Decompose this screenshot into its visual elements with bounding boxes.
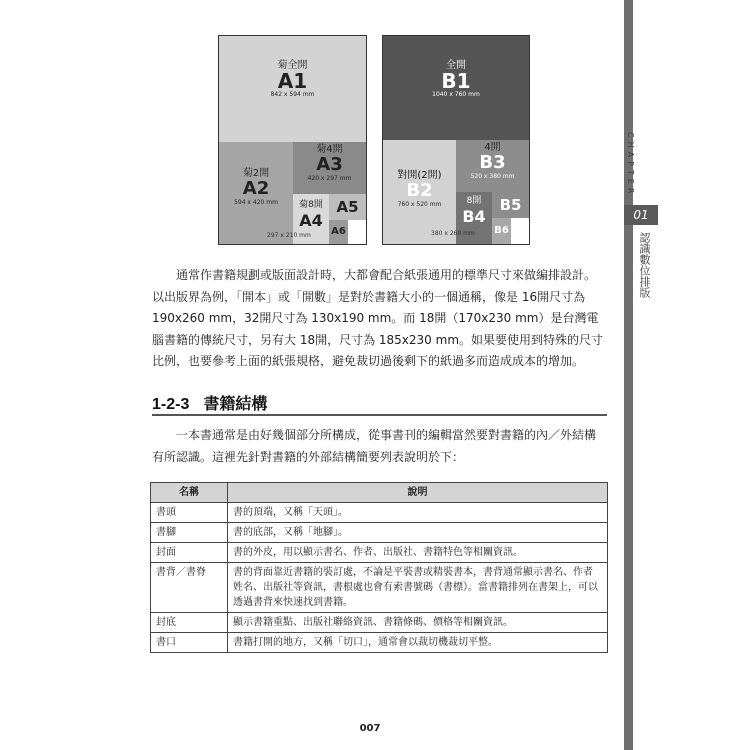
a3-code: A3 xyxy=(316,154,343,175)
row-desc: 書的頂端，又稱「天頭」。 xyxy=(228,503,608,523)
chapter-number: 01 xyxy=(624,205,658,225)
b-series-paper-diagram xyxy=(382,35,530,245)
a4-code: A4 xyxy=(299,211,323,230)
row-name: 書腳 xyxy=(151,523,228,543)
a5-block xyxy=(329,194,366,220)
b6-block xyxy=(492,218,511,244)
b3-code: B3 xyxy=(479,152,506,173)
table-row xyxy=(151,633,608,653)
row-desc: 書的外皮，用以顯示書名、作者、出版社、書籍特色等相關資訊。 xyxy=(228,543,608,563)
a3-name: 菊4開 xyxy=(316,144,343,155)
b2-code: B2 xyxy=(406,180,433,201)
b1-name: 全開 xyxy=(446,60,466,71)
b1-code: B1 xyxy=(441,69,471,93)
a1-dim: 842 x 594 mm xyxy=(270,91,315,98)
b3-block xyxy=(456,140,529,192)
a2-block xyxy=(219,142,293,244)
a5-code: A5 xyxy=(336,198,359,216)
section-title: 書籍結構 xyxy=(203,394,268,413)
b3-name: 4開 xyxy=(484,142,501,153)
chapter-sidebar-bar xyxy=(624,0,633,750)
row-name: 書背／書脊 xyxy=(151,563,228,613)
table-row xyxy=(151,503,608,523)
table-row xyxy=(151,543,608,563)
a2-name: 菊2開 xyxy=(242,168,270,179)
b6-code: B6 xyxy=(494,225,509,236)
a-series-paper-diagram xyxy=(218,35,367,245)
section-number: 1-2-3 xyxy=(152,396,190,413)
a3-dim: 420 x 297 mm xyxy=(307,175,352,182)
page-number: 007 xyxy=(359,723,381,734)
intro-paragraph: 通常作書籍規劃或版面設計時，大都會配合紙張通用的標準尺寸來做編排設計。以出版界為例，「開本」或「開數」是對於書籍大小的一個通稱，像是 16開尺寸為 190x260 mm，32開尺寸為 130x190 mm。而 18開（170x230 mm）是台灣電腦書籍的傳統尺寸，另有大 18開，尺寸為 185x230 mm。如果要使用到特殊的尺寸比例，也要參考上面的紙張規格，避免裁切過後剩下的紙過多而造成成本的增加。 xyxy=(152,268,604,368)
b7-block xyxy=(511,218,529,244)
b1-dim: 1040 x 760 mm xyxy=(432,91,480,98)
row-desc: 顯示書籍重點、出版社聯絡資訊、書籍條碼、價格等相關資訊。 xyxy=(228,613,608,633)
table-row xyxy=(151,613,608,633)
a7-block xyxy=(348,220,366,244)
row-name: 封面 xyxy=(151,543,228,563)
b4-code: B4 xyxy=(462,207,486,226)
row-name: 書頭 xyxy=(151,503,228,523)
b2-name: 對開(2開) xyxy=(397,170,442,181)
heading-rule xyxy=(152,414,607,416)
a1-code: A1 xyxy=(277,69,308,93)
header-name: 名稱 xyxy=(151,483,228,503)
a1-block xyxy=(219,36,366,142)
row-desc: 書籍打開的地方，又稱「切口」，通常會以裁切機裁切平整。 xyxy=(228,633,608,653)
a4-name: 菊8開 xyxy=(299,200,323,210)
a6-block xyxy=(329,220,348,244)
row-desc: 書的底部，又稱「地腳」。 xyxy=(228,523,608,543)
b4-dim: 380 x 260 mm xyxy=(431,230,475,237)
b5-block xyxy=(492,192,529,218)
header-desc: 說明 xyxy=(228,483,608,503)
chapter-label: CHAPTER xyxy=(626,132,635,198)
a4-dim: 297 x 210 mm xyxy=(267,232,311,239)
a2-code: A2 xyxy=(242,178,270,199)
b5-code: B5 xyxy=(499,196,522,214)
b2-block xyxy=(383,140,456,244)
chapter-title: 認識數位排版 xyxy=(638,232,651,298)
b1-block xyxy=(383,36,529,140)
table-header-row xyxy=(151,483,608,503)
a2-dim: 594 x 420 mm xyxy=(234,199,278,206)
row-desc: 書的背面靠近書籍的裝訂處，不論是平裝書或精裝書本，書背通常顯示書名、作者姓名、出版社等資訊，書根處也會有索書號碼（書標）。當書籍排列在書架上，可以透過書背來快速找到書籍。 xyxy=(228,563,608,613)
a1-name: 菊全開 xyxy=(277,60,308,71)
table-row xyxy=(151,563,608,613)
a6-code: A6 xyxy=(331,226,346,237)
row-name: 書口 xyxy=(151,633,228,653)
b4-name: 8開 xyxy=(466,196,482,206)
a3-block xyxy=(293,142,366,194)
row-name: 封底 xyxy=(151,613,228,633)
book-structure-table xyxy=(150,482,608,653)
table-row xyxy=(151,523,608,543)
b2-dim: 760 x 520 mm xyxy=(397,201,442,208)
b3-dim: 520 x 380 mm xyxy=(470,173,515,180)
structure-paragraph: 一本書通常是由好幾個部分所構成，從事書刊的編輯當然要對書籍的內／外結構有所認識。這裡先針對書籍的外部結構簡要列表說明於下： xyxy=(152,428,597,464)
section-heading xyxy=(152,391,267,414)
